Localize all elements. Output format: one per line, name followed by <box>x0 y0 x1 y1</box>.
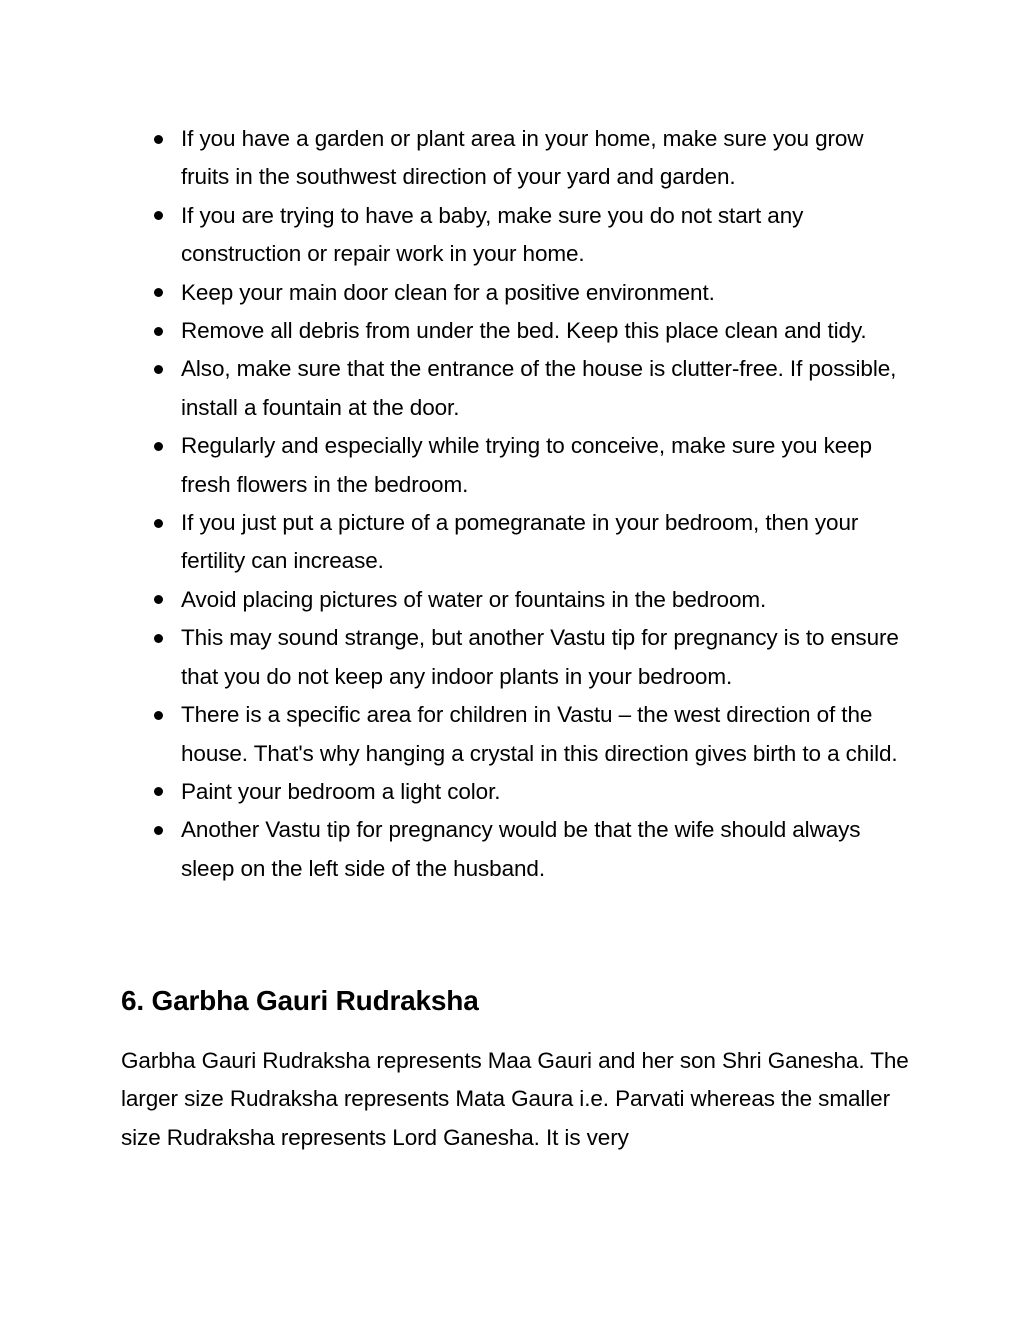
list-item-text: If you just put a picture of a pomegranate in your bedroom, then your fertility can increase. <box>181 510 859 574</box>
list-item <box>121 274 911 312</box>
bullet-icon <box>154 595 163 604</box>
bullet-icon <box>154 135 163 144</box>
bullet-icon <box>154 327 163 336</box>
list-item <box>121 197 911 274</box>
list-item-text: If you have a garden or plant area in your home, make sure you grow fruits in the southwest direction of your yard and garden. <box>181 126 864 190</box>
list-item-text: Keep your main door clean for a positive environment. <box>181 279 715 305</box>
list-item-text: Another Vastu tip for pregnancy would be that the wife should always sleep on the left side of the husband. <box>181 817 861 881</box>
list-item-text: Avoid placing pictures of water or fountains in the bedroom. <box>181 586 767 612</box>
list-item <box>121 696 911 773</box>
list-item-text: Also, make sure that the entrance of the house is clutter-free. If possible, install a fountain at the door. <box>181 356 897 420</box>
list-item <box>121 773 911 811</box>
list-item-text: If you are trying to have a baby, make sure you do not start any construction or repair work in your home. <box>181 202 804 267</box>
list-item-text: This may sound strange, but another Vastu tip for pregnancy is to ensure that you do not keep any indoor plants in your bedroom. <box>181 625 899 689</box>
list-item <box>121 350 911 427</box>
list-item <box>121 427 911 504</box>
bullet-icon <box>154 826 163 835</box>
bullet-icon <box>154 787 163 796</box>
list-item-text: Remove all debris from under the bed. Keep this place clean and tidy. <box>181 318 867 344</box>
list-item <box>121 619 911 696</box>
bullet-icon <box>154 211 163 220</box>
list-item-text: There is a specific area for children in Vastu – the west direction of the house. That's why hanging a crystal in this direction gives birth to a child. <box>181 702 898 766</box>
list-item-text: Paint your bedroom a light color. <box>181 778 501 804</box>
bullet-icon <box>154 519 163 528</box>
section-heading: 6. Garbha Gauri Rudraksha <box>121 985 479 1016</box>
bullet-icon <box>154 442 163 451</box>
list-item <box>121 811 911 888</box>
bullet-icon <box>154 711 163 720</box>
bullet-icon <box>154 365 163 374</box>
bullet-icon <box>154 288 163 297</box>
list-item <box>121 504 911 581</box>
list-item <box>121 120 911 197</box>
bullet-icon <box>154 634 163 643</box>
list-item <box>121 312 911 350</box>
section-paragraph: Garbha Gauri Rudraksha represents Maa Gauri and her son Shri Ganesha. The larger size Rudraksha represents Mata Gaura i.e. Parvati whereas the smaller size Rudraksha represents Lord Ganesha. It is very <box>121 1048 909 1150</box>
list-item <box>121 581 911 619</box>
list-item-text: Regularly and especially while trying to conceive, make sure you keep fresh flowers in the bedroom. <box>181 433 872 497</box>
vastu-tips-list <box>121 120 911 888</box>
